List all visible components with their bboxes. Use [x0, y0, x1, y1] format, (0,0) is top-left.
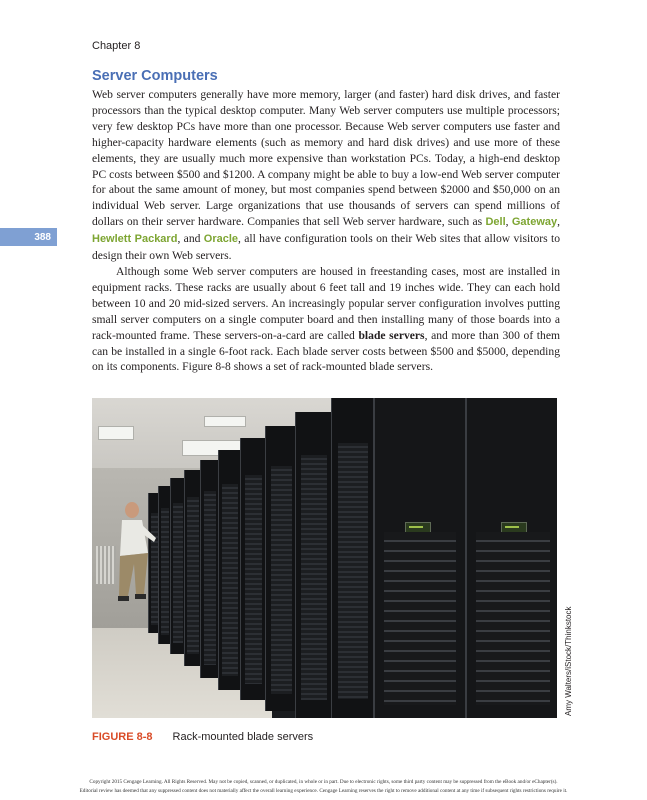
server-rack: [240, 438, 266, 700]
key-term-blade-servers: blade servers: [358, 328, 425, 342]
link-hewlett-packard[interactable]: Hewlett Packard: [92, 233, 178, 246]
server-rack: [184, 470, 201, 666]
figure-photo-server-room: [92, 398, 557, 718]
figure-caption: [92, 731, 313, 743]
paragraph-1: [92, 87, 560, 264]
link-dell[interactable]: Dell: [485, 216, 506, 229]
paragraph-1-text-end: , all have configuration tools on their Web sites that allow visitors to design their own Web servers.: [92, 232, 560, 263]
paragraph-1-text-start: Web server computers generally have more memory, larger (and faster) hard disk drives, and faster processors than the typical desktop computer. Many Web server computers use multiple processors; very few desktop PCs have more than one processor. Because Web server computers use faster and higher-capacity hardware elements (such as memory and hard disk drives) and use more of these elements, they are usually much more expensive than workstation PCs. Today, a high-end desktop PC costs between $500 and $1200. A company might be able to buy a low-end Web server computer for about the same amount of money, but most companies spend between $2000 and $50,000 on an individual Web server. Large organizations that use thousands of servers can spend millions of dollars on their server hardware. Companies that sell Web server hardware, such as: [92, 88, 560, 229]
copyright-line-2: Editorial review has deemed that any suppressed content does not materially affect the overall learning experience. Cengage Learning reserves the right to remove additional content at any time if subsequent rights restrictions require it.: [79, 788, 568, 794]
page-number-tab: 388: [0, 228, 57, 246]
separator: ,: [505, 215, 512, 229]
paragraph-2: [92, 264, 560, 375]
rack-status-display: [501, 522, 527, 533]
server-rack: [218, 450, 241, 690]
separator: ,: [557, 215, 561, 229]
paragraph-2-text-end: , and more than 300 of them can be installed in a single 6-foot rack. Each blade server costs between $500 and $5000, depending on its components. Figure 8-8 shows a set of rack-mounted blade servers.: [92, 328, 560, 374]
rack-vents: [384, 532, 456, 705]
rack-status-display: [405, 522, 431, 533]
paragraph-2-text-start: Although some Web server computers are housed in freestanding cases, most are installed in equipment racks. These racks are usually about 6 feet tall and 19 inches wide. They can each hold between 10 and 20 mid-sized servers. An increasingly popular server configuration involves putting small server computers on a single computer board and then installing many of those boards into a rack-mounted frame. These servers-on-a-card are called: [92, 265, 560, 342]
copyright-line-1: Copyright 2015 Cengage Learning. All Rights Reserved. May not be copied, scanned, or duplicated, in whole or in part. Due to electronic rights, some third party content may be suppressed from the eBook and/or eChapter(s).: [89, 779, 558, 785]
server-rack-front: [373, 398, 465, 718]
technician-figure: [110, 498, 162, 628]
figure-label: FIGURE 8-8: [92, 731, 153, 743]
server-rack: [265, 426, 296, 711]
server-rack: [295, 412, 332, 718]
server-rack: [200, 460, 219, 678]
link-oracle[interactable]: Oracle: [203, 233, 239, 246]
ceiling-light: [204, 416, 246, 427]
server-rack: [170, 478, 185, 654]
link-gateway[interactable]: Gateway: [511, 216, 558, 229]
figure-caption-text: Rack-mounted blade servers: [172, 731, 314, 743]
section-title: Server Computers: [92, 68, 218, 84]
server-rack-front: [465, 398, 557, 718]
chapter-header: Chapter 8: [92, 40, 141, 52]
copyright-notice: [0, 778, 647, 796]
server-rack: [331, 398, 374, 718]
ceiling-light: [98, 426, 134, 440]
photo-credit: Amy Walters/iStock/Thinkstock: [564, 606, 573, 716]
separator: , and: [177, 232, 204, 246]
rack-vents: [476, 532, 550, 705]
